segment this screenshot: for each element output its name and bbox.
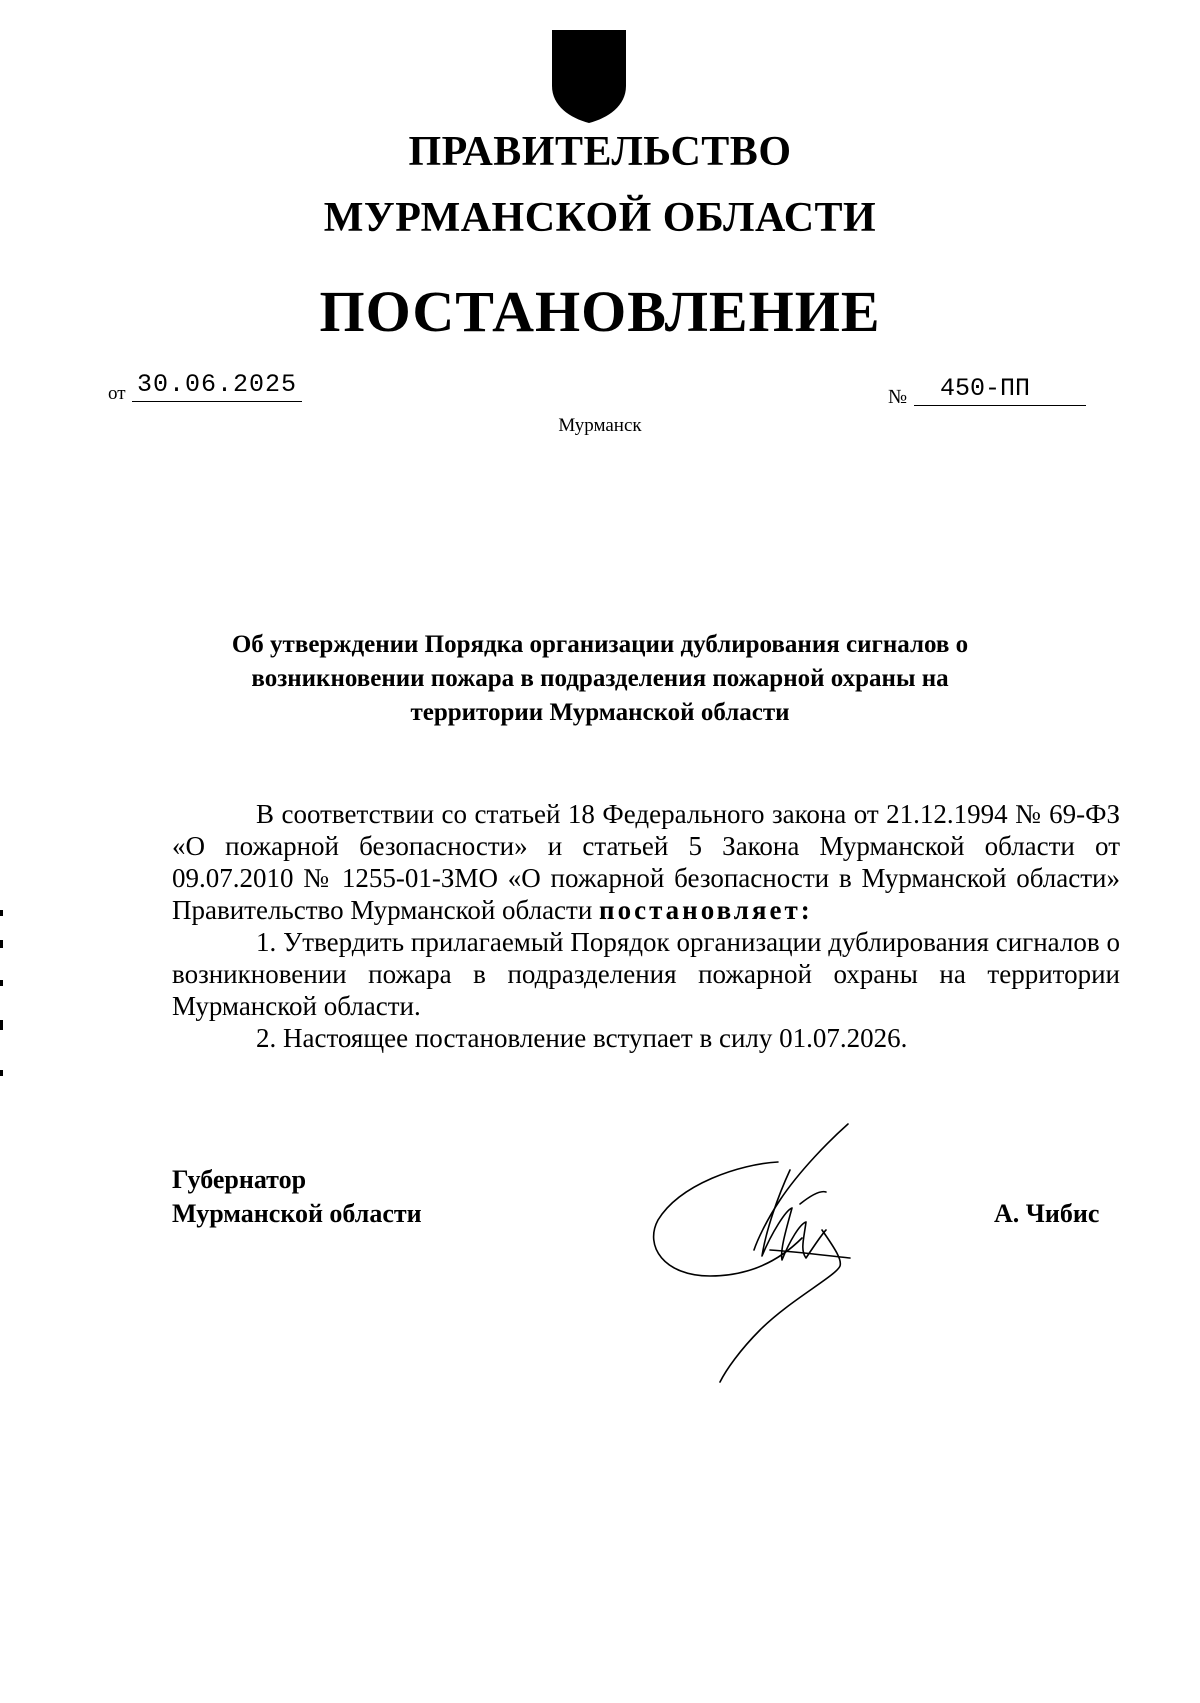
signer-name: А. Чибис — [994, 1199, 1100, 1228]
signer-title — [172, 1163, 422, 1231]
scan-edge-marks — [0, 910, 5, 1090]
organization-name-line1: ПРАВИТЕЛЬСТВО — [408, 129, 792, 175]
preamble-paragraph — [172, 798, 1120, 926]
date-prefix: от — [108, 383, 126, 404]
subject-line: возникновении пожара в подразделения пожарной охраны на — [251, 665, 949, 692]
signer-title-line1: Губернатор — [172, 1165, 307, 1194]
document-date: 30.06.2025 — [132, 370, 302, 402]
city-name: Мурманск — [558, 415, 642, 436]
handwritten-signature-icon — [640, 1100, 930, 1400]
signer-title-line2: Мурманской области — [172, 1199, 422, 1228]
document-body — [172, 798, 1120, 1054]
decree-item-2: 2. Настоящее постановление вступает в силу 01.07.2026. — [256, 1023, 908, 1053]
document-subject — [150, 628, 1050, 730]
number-prefix: № — [888, 386, 908, 408]
subject-line: территории Мурманской области — [410, 699, 790, 726]
preamble-text: В соответствии со статьей 18 Федерального закона от 21.12.1994 № 69-ФЗ «О пожарной безопасности» и статьей 5 Закона Мурманской области от 09.07.2010 № 1255-01-ЗМО «О пожарной безопасности в Мурманской области» Правительство Мурманской области — [172, 799, 1120, 925]
coat-of-arms-emblem-icon — [548, 28, 630, 124]
subject-line: Об утверждении Порядка организации дублирования сигналов о — [231, 631, 969, 658]
decree-item-1: 1. Утвердить прилагаемый Порядок организации дублирования сигналов о возникновении пожара в подразделения пожарной охраны на территории Мурманской области. — [172, 927, 1120, 1021]
decree-word: постановляет: — [599, 895, 813, 925]
document-type-title: ПОСТАНОВЛЕНИЕ — [319, 279, 881, 344]
organization-name-line2: МУРМАНСКОЙ ОБЛАСТИ — [323, 195, 877, 241]
document-number: 450-ПП — [914, 374, 1086, 406]
